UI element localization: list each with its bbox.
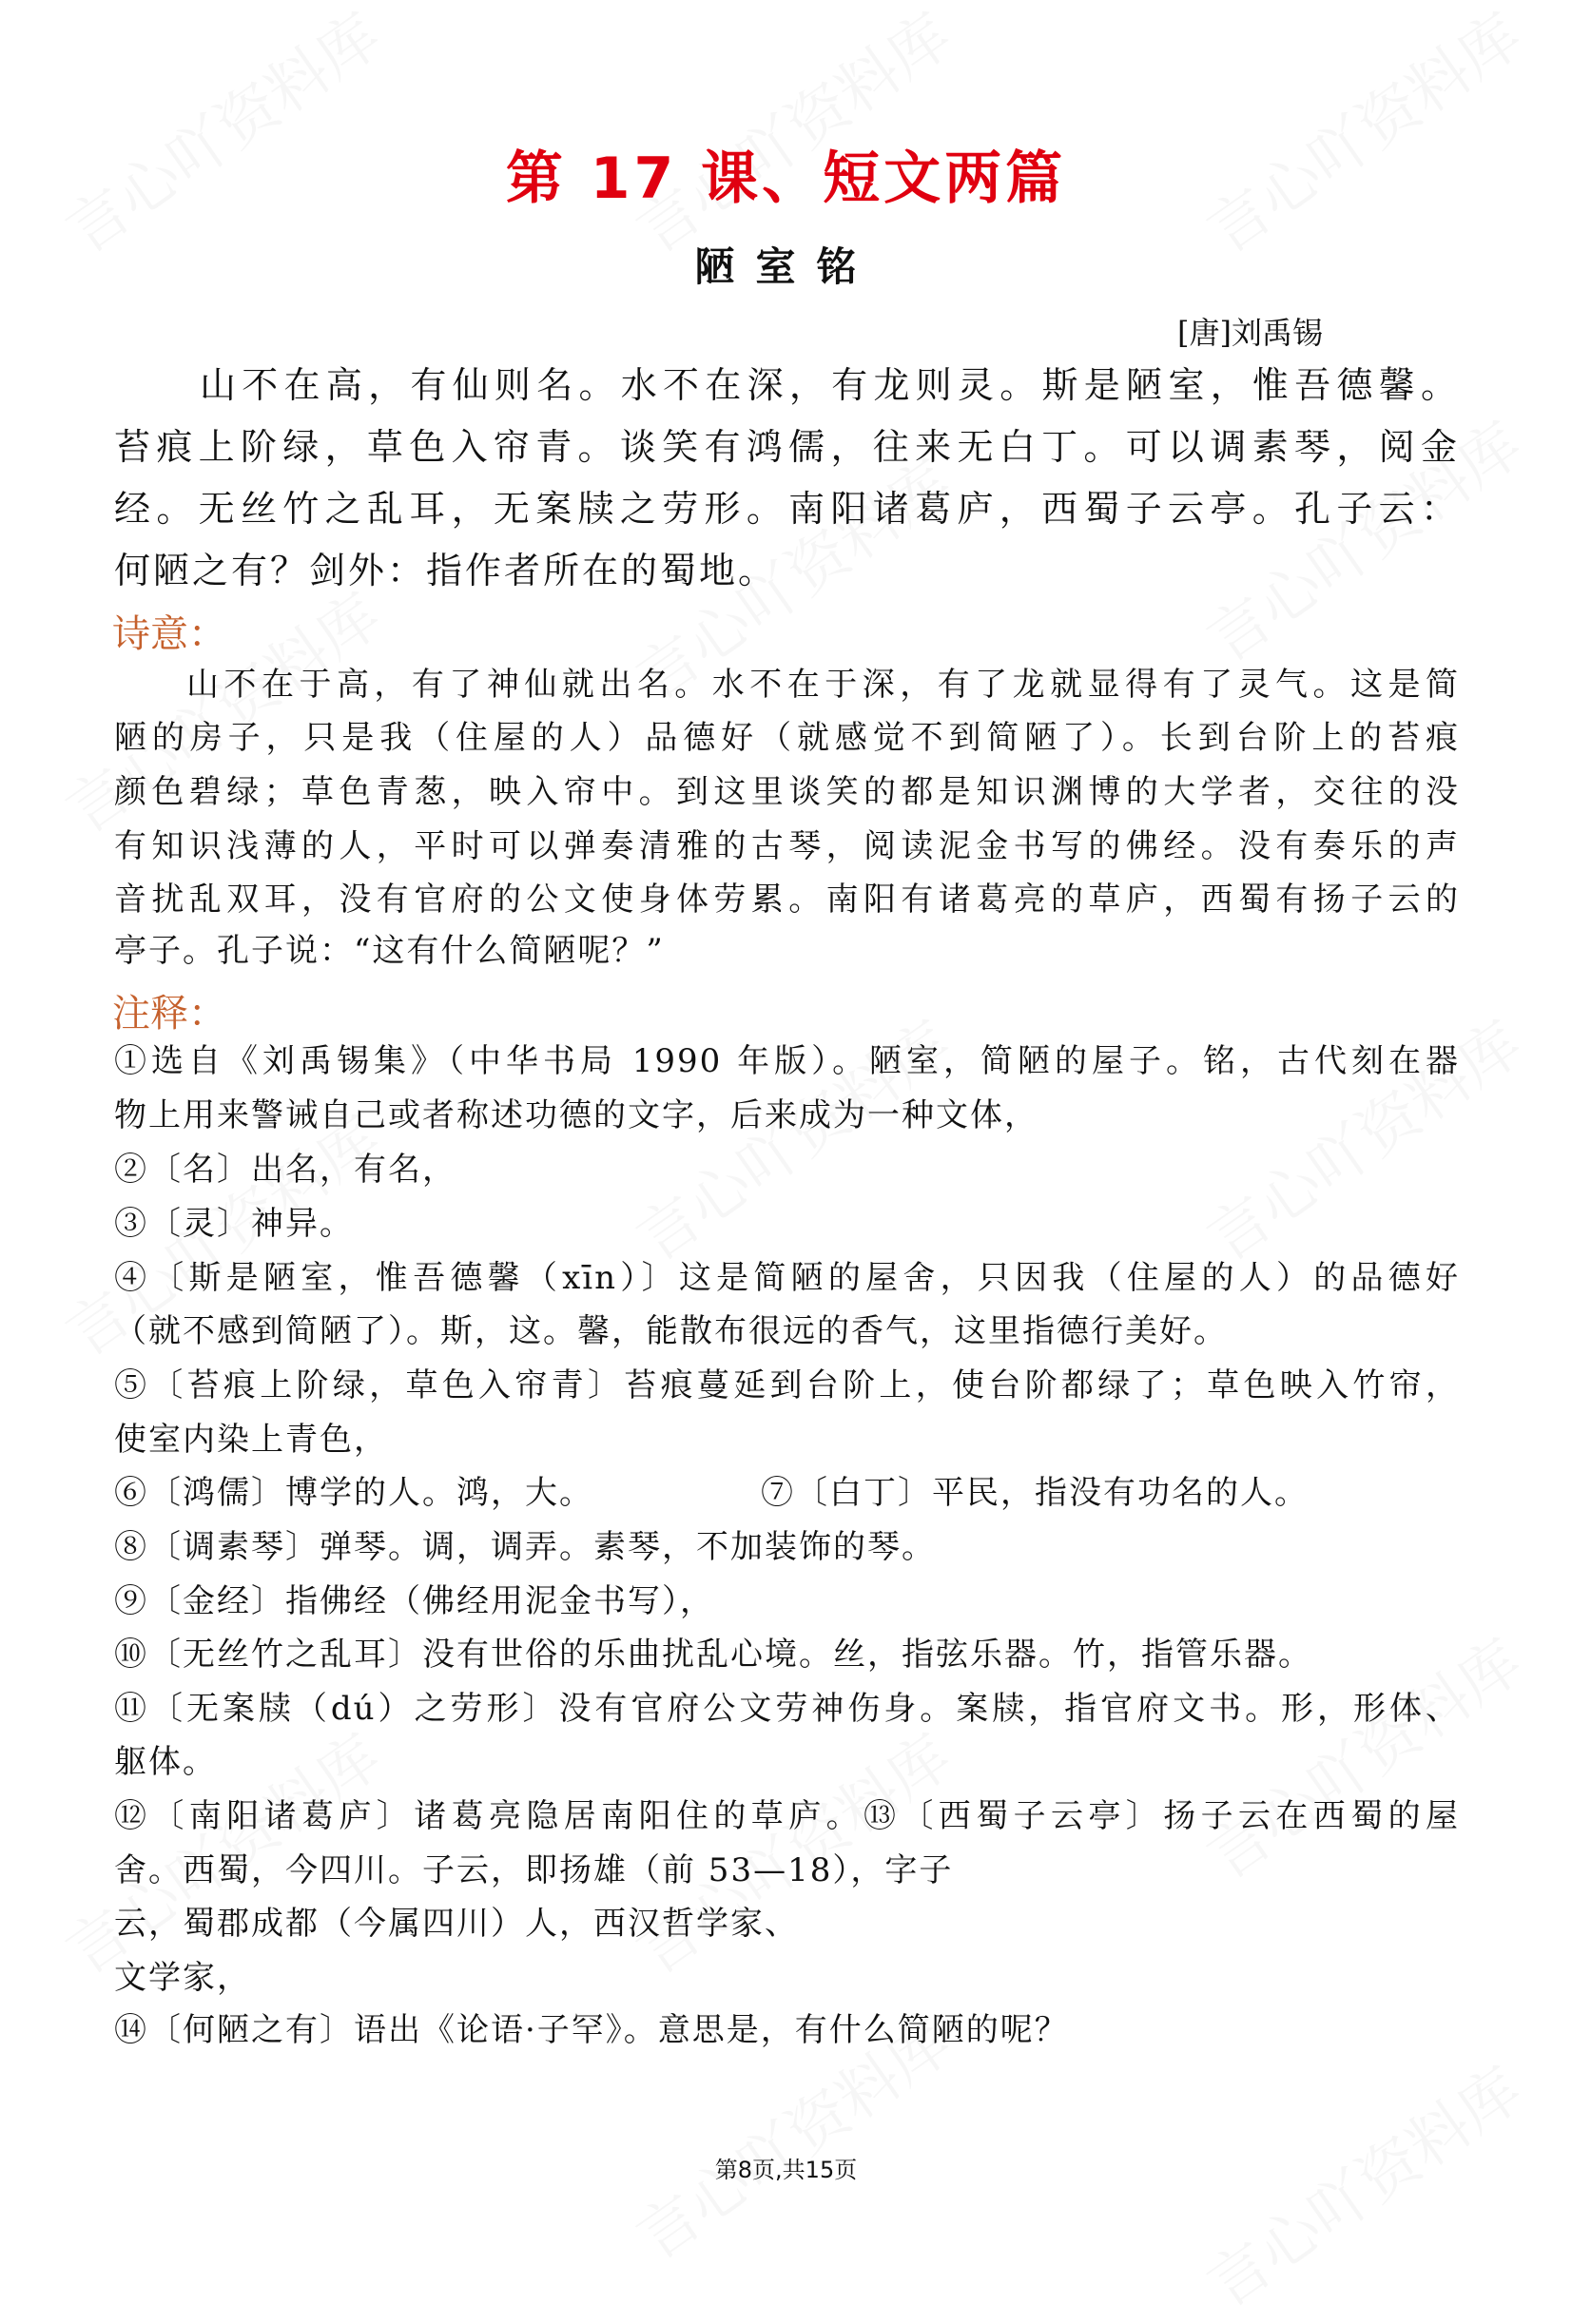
note-line: ⑤〔苔痕上阶绿，草色入帘青〕苔痕蔓延到台阶上，使台阶都绿了；草色映入竹帘， bbox=[114, 1366, 1460, 1404]
poem-line: 何陋之有？剑外：指作者所在的蜀地。 bbox=[114, 550, 778, 591]
note-line: ⑦〔白丁〕平民，指没有功名的人。 bbox=[761, 1474, 1309, 1512]
poem-line: 经。无丝竹之乱耳，无案牍之劳形。南阳诸葛庐，西蜀子云亭。孔子云： bbox=[114, 488, 1460, 530]
translation-line: 有知识浅薄的人，平时可以弹奏清雅的古琴，阅读泥金书写的佛经。没有奏乐的声 bbox=[114, 827, 1460, 865]
note-line: ③〔灵〕神异。 bbox=[114, 1205, 354, 1243]
note-line: 文学家， bbox=[114, 1959, 251, 1997]
note-line: ⑪〔无案牍（dú）之劳形〕没有官府公文劳神伤身。案牍，指官府文书。形，形体、 bbox=[114, 1690, 1460, 1728]
note-line: ⑫〔南阳诸葛庐〕诸葛亮隐居南阳住的草庐。⑬〔西蜀子云亭〕扬子云在西蜀的屋 bbox=[114, 1797, 1460, 1835]
essay-title: 陋室铭 bbox=[694, 243, 878, 290]
note-line: ⑩〔无丝竹之乱耳〕没有世俗的乐曲扰乱心境。丝，指弦乐器。竹，指管乐器。 bbox=[114, 1636, 1312, 1674]
note-line: ⑧〔调素琴〕弹琴。调，调弄。素琴，不加装饰的琴。 bbox=[114, 1528, 936, 1566]
translation-heading: 诗意： bbox=[112, 612, 226, 656]
translation-line: 颜色碧绿；草色青葱，映入帘中。到这里谈笑的都是知识渊博的大学者，交往的没 bbox=[114, 773, 1460, 811]
note-line: ⑭〔何陋之有〕语出《论语·子罕》。意思是，有什么简陋的呢？ bbox=[114, 2011, 1069, 2049]
author: [唐]刘禹锡 bbox=[1177, 315, 1323, 351]
page-number: 第8页,共15页 bbox=[714, 2157, 858, 2183]
translation-line: 亭子。孔子说：“这有什么简陋呢？” bbox=[114, 932, 665, 970]
poem-line: 苔痕上阶绿，草色入帘青。谈笑有鸿儒，往来无白丁。可以调素琴，阅金 bbox=[114, 426, 1460, 468]
note-line: 云，蜀郡成都（今属四川）人，西汉哲学家、 bbox=[114, 1905, 799, 1943]
note-line: ①选自《刘禹锡集》（中华书局 1990 年版）。陋室，简陋的屋子。铭，古代刻在器 bbox=[114, 1042, 1460, 1080]
notes-heading: 注释： bbox=[112, 992, 226, 1036]
note-line: ④〔斯是陋室，惟吾德馨（xīn）〕这是简陋的屋舍，只因我（住屋的人）的品德好 bbox=[114, 1259, 1460, 1297]
note-line: （就不感到简陋了）。斯，这。馨，能散布很远的香气，这里指德行美好。 bbox=[114, 1312, 1228, 1350]
translation-line: 山不在于高，有了神仙就出名。水不在于深，有了龙就显得有了灵气。这是简 bbox=[186, 666, 1460, 704]
note-line: ⑨〔金经〕指佛经（佛经用泥金书写）， bbox=[114, 1582, 714, 1620]
translation-line: 音扰乱双耳，没有官府的公文使身体劳累。南阳有诸葛亮的草庐，西蜀有扬子云的 bbox=[114, 881, 1460, 919]
note-line: 使室内染上青色， bbox=[114, 1421, 388, 1459]
note-line: 舍。西蜀，今四川。子云，即扬雄（前 53—18），字子 bbox=[114, 1851, 954, 1889]
translation-line: 陋的房子，只是我（住屋的人）品德好（就感觉不到简陋了）。长到台阶上的苔痕 bbox=[114, 719, 1460, 757]
note-line: ⑥〔鸿儒〕博学的人。鸿，大。 bbox=[114, 1474, 593, 1512]
lesson-title: 第 17 课、短文两篇 bbox=[505, 145, 1067, 212]
note-line: 物上用来警诫自己或者称述功德的文字，后来成为一种文体， bbox=[114, 1096, 1038, 1134]
note-line: 躯体。 bbox=[114, 1743, 217, 1781]
note-line: ②〔名〕出名，有名， bbox=[114, 1151, 456, 1189]
poem-line: 山不在高，有仙则名。水不在深，有龙则灵。斯是陋室，惟吾德馨。 bbox=[200, 364, 1460, 406]
